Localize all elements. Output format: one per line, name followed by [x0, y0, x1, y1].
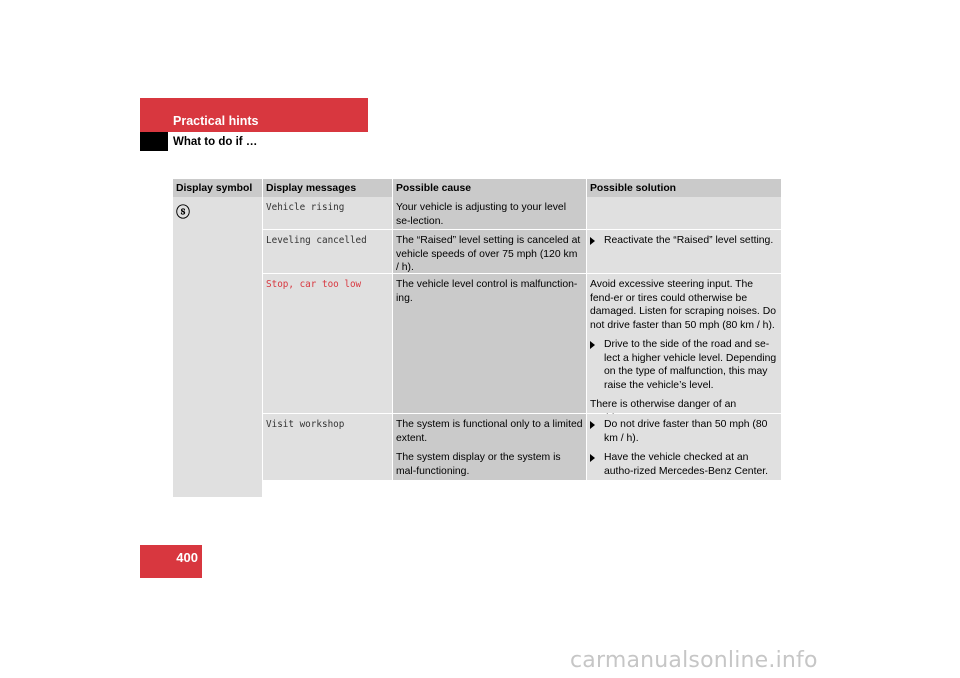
warning-text: There is otherwise danger of an [590, 399, 737, 410]
solution-step: Drive to the side of the road and se-lect a higher vehicle level. Depending on the type of malfunction, this may raise the vehicle’s level. [590, 338, 778, 392]
table-row [263, 197, 781, 230]
troubleshooting-table [173, 179, 781, 497]
display-message: Stop, car too low [266, 279, 362, 290]
section-header [140, 98, 368, 132]
col-header-messages: Display messages [263, 179, 393, 197]
watermark: carmanualsonline.info [570, 648, 818, 673]
subsection-title: What to do if … [173, 136, 258, 148]
solution-step: Do not drive faster than 50 mph (80 km / h). [590, 418, 778, 445]
page-number: 400 [140, 545, 202, 578]
arrow-bullet-icon [590, 341, 595, 349]
col-header-cause: Possible cause [393, 179, 587, 197]
table-row [263, 230, 781, 274]
cause-text: Your vehicle is adjusting to your level se-lection. [393, 197, 587, 229]
level-control-icon: ⓢ [176, 204, 190, 220]
display-message: Visit workshop [266, 419, 345, 430]
display-message: Vehicle rising [266, 202, 345, 213]
table-row [263, 414, 781, 480]
cause-text: The vehicle level control is malfunction-ing. [393, 274, 587, 413]
display-message: Leveling cancelled [266, 235, 367, 246]
arrow-bullet-icon [590, 454, 595, 462]
col-header-solution: Possible solution [587, 179, 781, 197]
solution-step: Reactivate the “Raised” level setting. [590, 234, 778, 248]
solution-text [587, 197, 781, 229]
solution-step: Have the vehicle checked at an autho-rized Mercedes-Benz Center. [590, 451, 778, 478]
col-header-symbol: Display symbol [173, 179, 263, 197]
header-marker [140, 132, 168, 151]
solution-text: Avoid excessive steering input. The fend-er or tires could otherwise be damaged. Listen for scraping noises. Do not drive faster than 50 mph (80 km / h). [590, 279, 776, 331]
symbol-column [173, 197, 263, 497]
arrow-bullet-icon [590, 421, 595, 429]
arrow-bullet-icon [590, 237, 595, 245]
cause-text: The “Raised” level setting is canceled at vehicle speeds of over 75 mph (120 km / h). [393, 230, 587, 273]
section-title: Practical hints [173, 114, 259, 128]
table-row [263, 274, 781, 414]
table-header [173, 179, 781, 197]
cause-text: The system display or the system is mal-functioning. [396, 452, 561, 477]
cause-text: The system is functional only to a limited extent. [396, 419, 583, 444]
